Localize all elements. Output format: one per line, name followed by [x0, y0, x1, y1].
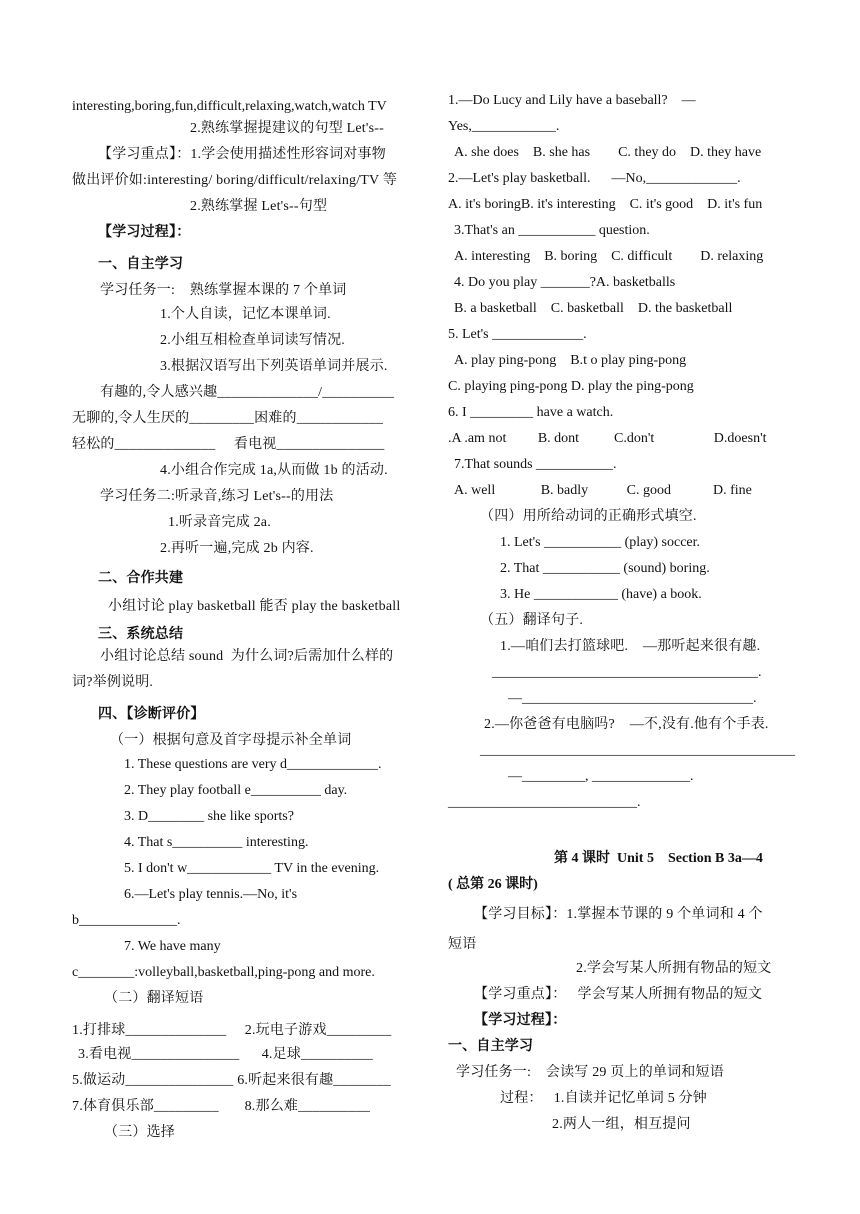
body-line: 小组讨论总结 sound 为什么词?后需加什么样的: [100, 649, 394, 664]
task-step: 1.听录音完成 2a.: [168, 515, 271, 530]
section-heading: 一、自主学习: [448, 1039, 534, 1054]
answer-line: —_________, ______________.: [508, 769, 694, 784]
section-heading: 三、系统总结: [98, 627, 184, 642]
answer-line: _____________________________________________: [480, 743, 795, 758]
objective-line: 2.熟练掌握提建议的句型 Let's--: [190, 121, 384, 136]
options-line: A. interesting B. boring C. difficult D. relaxing: [454, 249, 764, 264]
answer-line: —_________________________________.: [508, 691, 757, 706]
exercise-item: 2. That ___________ (sound) boring.: [500, 561, 710, 576]
vocab-list-line: interesting,boring,fun,difficult,relaxing,watch,watch TV: [72, 99, 387, 114]
task-step: 2.再听一遍,完成 2b 内容.: [160, 541, 314, 556]
exercise-heading: （一）根据句意及首字母提示补全单词: [110, 733, 352, 748]
exercise-item: 1. Let's ___________ (play) soccer.: [500, 535, 701, 550]
objective-line: 短语: [448, 937, 477, 952]
exercise-heading: （二）翻译短语: [104, 991, 204, 1006]
task-step: 3.根据汉语写出下列英语单词并展示.: [160, 359, 388, 374]
key-points-heading: 【学习重点】： 学会写某人所拥有物品的短文: [474, 987, 763, 1002]
task-line: 学习任务二:听录音,练习 Let's--的用法: [100, 489, 334, 504]
exercise-heading: （四）用所给动词的正确形式填空.: [480, 509, 697, 524]
exercise-item: 2. They play football e__________ day.: [124, 783, 348, 798]
section-heading: 四、【诊断评价】: [98, 707, 205, 722]
fill-line: 轻松的______________ 看电视_______________: [72, 437, 385, 452]
task-step: 2.两人一组，相互提问: [552, 1117, 691, 1132]
body-line: 词?举例说明.: [72, 675, 154, 690]
task-step: 4.小组合作完成 1a,从而做 1b 的活动.: [160, 463, 388, 478]
task-step: 过程： 1.自读并记忆单词 5 分钟: [500, 1091, 707, 1106]
options-line: A. well B. badly C. good D. fine: [454, 483, 752, 498]
options-line: .A .am not B. dont C.don't D.doesn't: [448, 431, 767, 446]
options-line: A. play ping-pong B.t o play ping-pong: [454, 353, 687, 368]
exercise-item: c________:volleyball,basketball,ping-pong and more.: [72, 965, 375, 980]
question-line: 2.—Let's play basketball. —No,_____________.: [448, 171, 741, 186]
options-line: A. it's boringB. it's interesting C. it's good D. it's fun: [448, 197, 763, 212]
key-points-line: 做出评价如:interesting/ boring/difficult/relaxing/TV 等: [72, 173, 398, 188]
key-points-heading: 【学习重点】：1.学会使用描述性形容词对事物: [98, 147, 386, 162]
options-line: C. playing ping-pong D. play the ping-pong: [448, 379, 694, 394]
question-line: 6. I _________ have a watch.: [448, 405, 614, 420]
exercise-heading: （五）翻译句子.: [480, 613, 584, 628]
task-step: 2.小组互相检查单词读写情况.: [160, 333, 345, 348]
fill-line: 有趣的,令人感兴趣______________/__________: [100, 385, 395, 400]
question-line: Yes,____________.: [448, 119, 560, 134]
options-line: B. a basketball C. basketball D. the basketball: [454, 301, 733, 316]
exercise-item: 1.打排球______________ 2.玩电子游戏_________: [72, 1023, 392, 1038]
key-points-line: 2.熟练掌握 Let's--句型: [190, 199, 328, 214]
exercise-item: 5. I don't w____________ TV in the evening.: [124, 861, 380, 876]
exercise-heading: （三）选择: [104, 1125, 175, 1140]
exercise-item: 1.—咱们去打篮球吧. —那听起来很有趣.: [500, 639, 761, 654]
exercise-item: b______________.: [72, 913, 181, 928]
lesson-title: 第 4 课时 Unit 5 Section B 3a—4: [554, 851, 763, 866]
lesson-subtitle: ( 总第 26 课时): [448, 877, 538, 892]
exercise-item: 5.做运动_______________ 6.听起来很有趣________: [72, 1073, 391, 1088]
exercise-item: 6.—Let's play tennis.—No, it's: [124, 887, 298, 902]
exercise-item: 1. These questions are very d_____________.: [124, 757, 382, 772]
objective-line: 2.学会写某人所拥有物品的短文: [576, 961, 772, 976]
question-line: 1.—Do Lucy and Lily have a baseball? —: [448, 93, 696, 108]
task-step: 1.个人自读，记忆本课单词.: [160, 307, 331, 322]
question-line: 3.That's an ___________ question.: [454, 223, 650, 238]
exercise-item: 7.体育俱乐部_________ 8.那么难__________: [72, 1099, 371, 1114]
exercise-item: 2.—你爸爸有电脑吗? —不,没有.他有个手表.: [484, 717, 769, 732]
task-line: 学习任务一: 会读写 29 页上的单词和短语: [456, 1065, 724, 1080]
answer-line: ___________________________.: [448, 795, 641, 810]
process-heading: 【学习过程】：: [474, 1013, 567, 1028]
body-line: 小组讨论 play basketball 能否 play the basketball: [108, 599, 401, 614]
exercise-item: 3. He ____________ (have) a book.: [500, 587, 702, 602]
fill-line: 无聊的,令人生厌的_________困难的____________: [72, 411, 384, 426]
section-heading: 一、自主学习: [98, 257, 184, 272]
objective-heading: 【学习目标】：1.掌握本节课的 9 个单词和 4 个: [474, 907, 763, 922]
options-line: A. she does B. she has C. they do D. they have: [454, 145, 762, 160]
question-line: 5. Let's _____________.: [448, 327, 587, 342]
exercise-item: 3.看电视_______________ 4.足球__________: [78, 1047, 373, 1062]
section-heading: 二、合作共建: [98, 571, 184, 586]
question-line: 7.That sounds ___________.: [454, 457, 617, 472]
exercise-item: 4. That s__________ interesting.: [124, 835, 309, 850]
exercise-item: 7. We have many: [124, 939, 221, 954]
answer-line: ______________________________________.: [492, 665, 762, 680]
question-line: 4. Do you play _______?A. basketballs: [454, 275, 676, 290]
process-heading: 【学习过程】：: [98, 225, 191, 240]
task-line: 学习任务一: 熟练掌握本课的 7 个单词: [100, 283, 347, 298]
exercise-item: 3. D________ she like sports?: [124, 809, 294, 824]
